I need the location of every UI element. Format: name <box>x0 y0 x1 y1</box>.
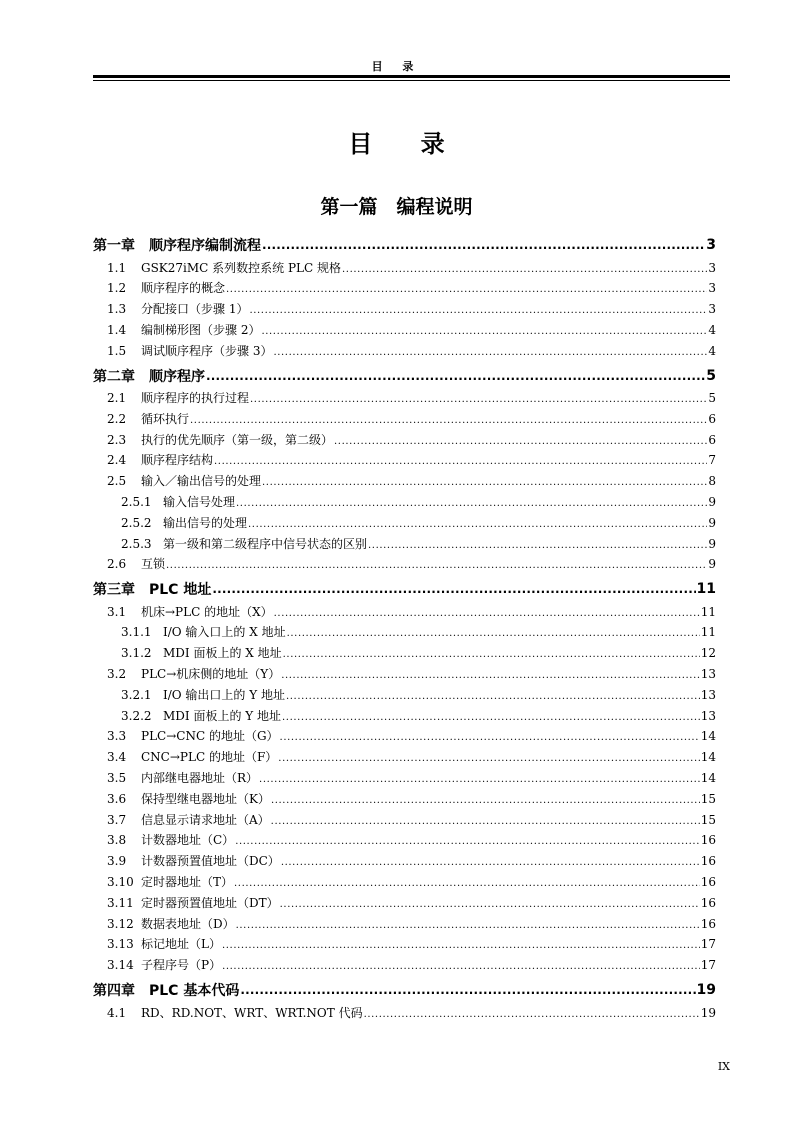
toc-entry-number: 3.4 <box>107 750 127 765</box>
toc-entry-page: 14 <box>700 750 716 765</box>
toc-entry-title: GSK27iMC 系列数控系统 PLC 规格 <box>141 260 342 275</box>
toc-entry-title: 顺序程序结构 <box>141 453 214 468</box>
toc-entry-title: 输入／输出信号的处理 <box>141 474 262 489</box>
toc-entry-page: 13 <box>700 667 716 682</box>
toc-entry-number: 3.12 <box>107 916 134 931</box>
toc-section-entry[interactable] <box>93 555 716 576</box>
toc-dot-leader <box>280 732 700 743</box>
toc-entry-page: 16 <box>700 833 716 848</box>
toc-entry-title: 定时器地址（T） <box>141 875 234 890</box>
toc-entry-number: 4.1 <box>107 1005 127 1020</box>
toc-entry-title: 编制梯形图（步骤 2） <box>141 322 261 337</box>
toc-section-entry[interactable] <box>93 748 716 769</box>
toc-entry-page: 5 <box>708 390 716 405</box>
toc-section-entry[interactable] <box>93 852 716 873</box>
toc-entry-page: 11 <box>700 625 716 640</box>
toc-entry-page: 9 <box>708 557 716 572</box>
toc-entry-title: 输入信号处理 <box>163 494 236 509</box>
toc-entry-number: 3.1.2 <box>121 646 152 661</box>
toc-entry-page: 8 <box>708 474 716 489</box>
toc-entry-page: 7 <box>708 453 716 468</box>
toc-section-entry[interactable] <box>93 493 716 514</box>
toc-dot-leader <box>274 608 700 619</box>
toc-entry-number: 3.10 <box>107 875 134 890</box>
toc-entry-page: 16 <box>700 916 716 931</box>
toc-entry-number: 3.5 <box>107 771 127 786</box>
toc-entry-page: 13 <box>700 687 716 702</box>
toc-entry-page: 4 <box>708 343 716 358</box>
toc-entry-number: 2.6 <box>107 557 127 572</box>
toc-entry-title: 计数器预置值地址（DC） <box>141 854 280 869</box>
toc-dot-leader <box>240 983 695 997</box>
toc-section-entry[interactable] <box>93 1004 716 1025</box>
toc-entry-page: 6 <box>708 432 716 447</box>
toc-entry-number: 3.7 <box>107 812 127 827</box>
toc-entry-page: 4 <box>708 322 716 337</box>
toc-entry-page: 9 <box>708 515 716 530</box>
toc-entry-page: 15 <box>700 812 716 827</box>
toc-section-entry[interactable] <box>93 535 716 556</box>
toc-entry-number: 3.1.1 <box>121 625 152 640</box>
toc-dot-leader <box>206 369 705 383</box>
toc-entry-title: PLC 地址 <box>149 582 212 599</box>
toc-entry-page: 17 <box>700 937 716 952</box>
toc-entry-number: 1.2 <box>107 281 127 296</box>
toc-entry-number: 1.5 <box>107 343 127 358</box>
toc-dot-leader <box>248 519 707 530</box>
toc-entry-title: 执行的优先顺序（第一级，第二级） <box>141 432 334 447</box>
toc-entry-page: 3 <box>706 237 716 254</box>
toc-entry-number: 3.2.1 <box>121 687 152 702</box>
toc-entry-number: 3.13 <box>107 937 134 952</box>
toc-section-entry[interactable] <box>93 727 716 748</box>
toc-entry-page: 11 <box>700 604 716 619</box>
header-rule-thick <box>93 75 730 78</box>
toc-dot-leader <box>214 456 707 467</box>
toc-dot-leader <box>282 712 700 723</box>
toc-entry-page: 19 <box>700 1005 716 1020</box>
toc-dot-leader <box>212 582 695 596</box>
toc-entry-title: 内部继电器地址（R） <box>141 771 259 786</box>
toc-dot-leader <box>287 628 700 639</box>
toc-dot-leader <box>273 347 707 358</box>
toc-entry-number: 2.5.1 <box>121 494 152 509</box>
toc-dot-leader <box>259 774 700 785</box>
toc-entry-title: I/O 输出口上的 Y 地址 <box>163 687 285 702</box>
toc-section-entry[interactable] <box>93 603 716 624</box>
toc-entry-number: 2.3 <box>107 432 127 447</box>
toc-entry-number: 3.14 <box>107 958 134 973</box>
table-of-contents <box>93 232 716 1024</box>
toc-dot-leader <box>271 795 700 806</box>
toc-entry-number: 2.1 <box>107 390 127 405</box>
toc-entry-number: 2.5.3 <box>121 536 152 551</box>
toc-entry-number: 第四章 <box>93 983 135 1000</box>
toc-dot-leader <box>250 394 707 405</box>
toc-section-entry[interactable] <box>93 259 716 280</box>
toc-section-entry[interactable] <box>93 790 716 811</box>
toc-dot-leader <box>222 940 700 951</box>
toc-entry-title: PLC 基本代码 <box>149 983 240 1000</box>
toc-entry-title: 保持型继电器地址（K） <box>141 791 270 806</box>
toc-entry-page: 13 <box>700 708 716 723</box>
toc-entry-title: 定时器预置值地址（DT） <box>141 895 279 910</box>
toc-entry-title: 顺序程序的执行过程 <box>141 390 250 405</box>
toc-chapter-entry[interactable] <box>93 576 716 603</box>
toc-section-entry[interactable] <box>93 769 716 790</box>
toc-dot-leader <box>286 691 700 702</box>
toc-chapter-entry[interactable] <box>93 977 716 1004</box>
toc-entry-page: 3 <box>708 281 716 296</box>
toc-dot-leader <box>281 670 700 681</box>
toc-section-entry[interactable] <box>93 321 716 342</box>
toc-entry-number: 2.2 <box>107 411 127 426</box>
toc-entry-title: 调试顺序程序（步骤 3） <box>141 343 273 358</box>
toc-entry-title: 信息显示请求地址（A） <box>141 812 270 827</box>
toc-entry-number: 第一章 <box>93 238 135 255</box>
toc-section-entry[interactable] <box>93 935 716 956</box>
toc-entry-title: PLC→机床侧的地址（Y） <box>141 667 281 682</box>
toc-dot-leader <box>281 857 700 868</box>
toc-entry-title: 标记地址（L） <box>141 937 221 952</box>
toc-entry-page: 16 <box>700 854 716 869</box>
toc-dot-leader <box>262 477 707 488</box>
toc-dot-leader <box>262 238 705 252</box>
toc-entry-title: 循环执行 <box>141 411 190 426</box>
toc-chapter-entry[interactable] <box>93 232 716 259</box>
toc-section-entry[interactable] <box>93 915 716 936</box>
toc-section-entry[interactable] <box>93 665 716 686</box>
toc-section-entry[interactable] <box>93 431 716 452</box>
toc-section-entry[interactable] <box>93 831 716 852</box>
toc-entry-number: 3.2 <box>107 667 127 682</box>
toc-entry-title: 机床→PLC 的地址（X） <box>141 604 273 619</box>
toc-dot-leader <box>364 1009 700 1020</box>
toc-section-entry[interactable] <box>93 410 716 431</box>
toc-section-entry[interactable] <box>93 707 716 728</box>
toc-dot-leader <box>278 753 699 764</box>
toc-section-entry[interactable] <box>93 300 716 321</box>
toc-entry-title: MDI 面板上的 Y 地址 <box>163 708 282 723</box>
toc-entry-number: 3.1 <box>107 604 127 619</box>
toc-dot-leader <box>342 264 707 275</box>
toc-entry-page: 15 <box>700 791 716 806</box>
toc-section-entry[interactable] <box>93 389 716 410</box>
toc-entry-number: 3.11 <box>107 895 134 910</box>
toc-entry-page: 5 <box>706 367 716 384</box>
toc-entry-page: 19 <box>696 982 716 999</box>
toc-entry-page: 3 <box>708 302 716 317</box>
toc-entry-page: 16 <box>700 875 716 890</box>
toc-dot-leader <box>235 836 700 847</box>
toc-entry-number: 3.8 <box>107 833 127 848</box>
toc-section-entry[interactable] <box>93 279 716 300</box>
part-title-text: 第一篇 编程说明 <box>320 196 473 218</box>
toc-section-entry[interactable] <box>93 342 716 363</box>
toc-entry-number: 1.3 <box>107 302 127 317</box>
toc-section-entry[interactable] <box>93 686 716 707</box>
toc-dot-leader <box>222 961 700 972</box>
toc-entry-title: I/O 输入口上的 X 地址 <box>163 625 286 640</box>
running-header: 目 录 <box>371 60 422 73</box>
toc-entry-number: 3.3 <box>107 729 127 744</box>
toc-dot-leader <box>283 649 700 660</box>
toc-entry-number: 第三章 <box>93 582 135 599</box>
toc-dot-leader <box>190 415 707 426</box>
toc-entry-title: 第一级和第二级程序中信号状态的区别 <box>163 536 368 551</box>
page-title: 目 录 <box>348 130 465 158</box>
toc-entry-title: MDI 面板上的 X 地址 <box>163 646 282 661</box>
toc-entry-page: 9 <box>708 494 716 509</box>
toc-entry-title: 计数器地址（C） <box>141 833 235 848</box>
toc-entry-title: 顺序程序编制流程 <box>149 238 261 255</box>
toc-dot-leader <box>280 899 700 910</box>
toc-dot-leader <box>234 878 700 889</box>
toc-entry-title: 数据表地址（D） <box>141 916 235 931</box>
page-folio: IX <box>717 1060 730 1073</box>
toc-entry-page: 12 <box>700 646 716 661</box>
toc-entry-number: 2.5.2 <box>121 515 152 530</box>
toc-dot-leader <box>226 284 707 295</box>
toc-section-entry[interactable] <box>93 644 716 665</box>
toc-entry-page: 6 <box>708 411 716 426</box>
toc-entry-page: 14 <box>700 729 716 744</box>
toc-section-entry[interactable] <box>93 811 716 832</box>
toc-entry-number: 3.6 <box>107 791 127 806</box>
toc-entry-page: 17 <box>700 958 716 973</box>
toc-entry-number: 3.2.2 <box>121 708 152 723</box>
toc-entry-title: PLC→CNC 的地址（G） <box>141 729 279 744</box>
toc-entry-title: 输出信号的处理 <box>163 515 248 530</box>
header-rule-thin <box>93 80 730 81</box>
toc-section-entry[interactable] <box>93 873 716 894</box>
toc-entry-number: 3.9 <box>107 854 127 869</box>
toc-entry-page: 9 <box>708 536 716 551</box>
toc-section-entry[interactable] <box>93 623 716 644</box>
toc-section-entry[interactable] <box>93 894 716 915</box>
toc-dot-leader <box>249 305 707 316</box>
toc-entry-title: 顺序程序的概念 <box>141 281 226 296</box>
toc-dot-leader <box>368 540 707 551</box>
toc-dot-leader <box>236 920 700 931</box>
toc-entry-title: RD、RD.NOT、WRT、WRT.NOT 代码 <box>141 1005 363 1020</box>
toc-dot-leader <box>334 436 707 447</box>
toc-entry-title: 互锁 <box>141 557 166 572</box>
toc-dot-leader <box>166 560 707 571</box>
toc-entry-number: 第二章 <box>93 368 135 385</box>
toc-entry-page: 3 <box>708 260 716 275</box>
toc-entry-page: 14 <box>700 771 716 786</box>
toc-dot-leader <box>261 326 707 337</box>
toc-section-entry[interactable] <box>93 956 716 977</box>
toc-entry-title: 顺序程序 <box>149 368 205 385</box>
toc-entry-number: 1.4 <box>107 322 127 337</box>
toc-entry-number: 1.1 <box>107 260 127 275</box>
toc-dot-leader <box>271 816 700 827</box>
toc-entry-title: 子程序号（P） <box>141 958 222 973</box>
toc-entry-title: 分配接口（步骤 1） <box>141 302 249 317</box>
toc-section-entry[interactable] <box>93 514 716 535</box>
toc-entry-page: 16 <box>700 895 716 910</box>
toc-entry-number: 2.5 <box>107 474 127 489</box>
toc-entry-number: 2.4 <box>107 453 127 468</box>
toc-entry-title: CNC→PLC 的地址（F） <box>141 750 278 765</box>
toc-chapter-entry[interactable] <box>93 362 716 389</box>
toc-entry-page: 11 <box>696 581 716 598</box>
toc-section-entry[interactable] <box>93 451 716 472</box>
toc-dot-leader <box>236 498 707 509</box>
part-title <box>0 192 793 219</box>
toc-section-entry[interactable] <box>93 472 716 493</box>
